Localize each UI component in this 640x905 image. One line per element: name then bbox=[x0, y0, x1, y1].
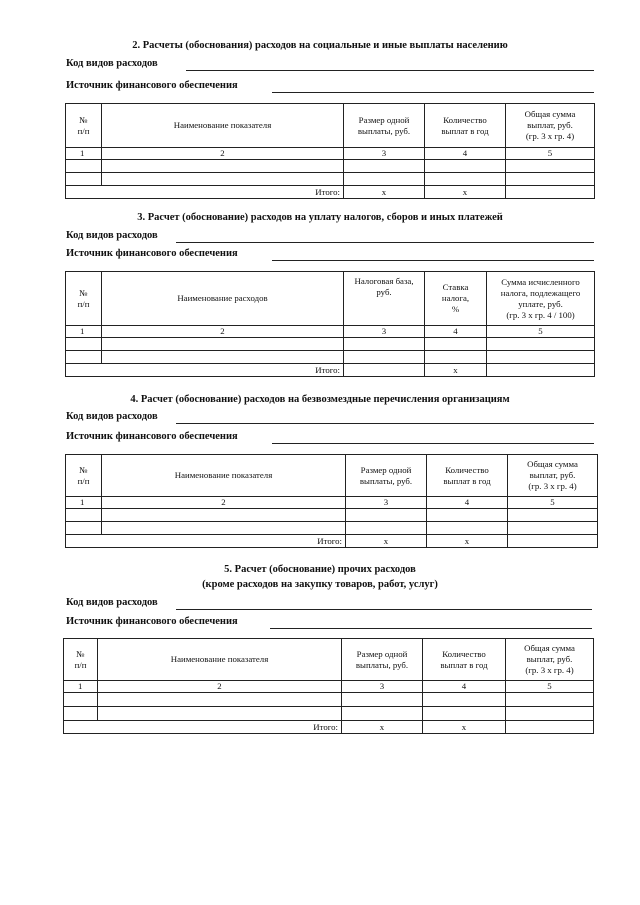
header-col5: Общая сумма выплат, руб. (гр. 3 х гр. 4) bbox=[506, 639, 594, 681]
colnum-2: 2 bbox=[102, 497, 346, 509]
kod-vidov-line[interactable] bbox=[176, 609, 592, 610]
header-name: Наименование расходов bbox=[102, 272, 344, 326]
colnum-1: 1 bbox=[66, 148, 102, 160]
colnum-3: 3 bbox=[344, 148, 425, 160]
colnum-3: 3 bbox=[346, 497, 427, 509]
kod-vidov-line[interactable] bbox=[176, 423, 594, 424]
colnum-2: 2 bbox=[98, 681, 342, 693]
istochnik-label: Источник финансового обеспечения bbox=[66, 431, 238, 442]
kod-vidov-label: Код видов расходов bbox=[66, 58, 158, 69]
colnum-2: 2 bbox=[102, 326, 344, 338]
colnum-5: 5 bbox=[506, 148, 595, 160]
total-col5[interactable] bbox=[508, 535, 598, 548]
header-col4: Количество выплат в год bbox=[423, 639, 506, 681]
section-5-table bbox=[63, 638, 594, 734]
section-3-title: 3. Расчет (обоснование) расходов на уплату налогов, сборов и иных платежей bbox=[137, 212, 503, 223]
istochnik-line[interactable] bbox=[270, 628, 592, 629]
header-col3: Размер одной выплаты, руб. bbox=[342, 639, 423, 681]
total-col4: х bbox=[425, 364, 487, 377]
total-col5[interactable] bbox=[506, 721, 594, 734]
colnum-2: 2 bbox=[102, 148, 344, 160]
header-col5: Общая сумма выплат, руб. (гр. 3 х гр. 4) bbox=[508, 455, 598, 497]
total-label: Итого: bbox=[102, 535, 346, 548]
istochnik-line[interactable] bbox=[272, 92, 594, 93]
header-name: Наименование показателя bbox=[102, 104, 344, 148]
header-name: Наименование показателя bbox=[98, 639, 342, 681]
table-row[interactable] bbox=[66, 160, 595, 173]
total-label: Итого: bbox=[102, 186, 344, 199]
total-col3: х bbox=[346, 535, 427, 548]
kod-vidov-line[interactable] bbox=[186, 70, 594, 71]
total-col4: х bbox=[423, 721, 506, 734]
total-label: Итого: bbox=[98, 721, 342, 734]
header-num: № п/п bbox=[64, 639, 98, 681]
section-4-table bbox=[65, 454, 598, 548]
header-col4: Количество выплат в год bbox=[425, 104, 506, 148]
header-col4: Количество выплат в год bbox=[427, 455, 508, 497]
total-col4: х bbox=[427, 535, 508, 548]
total-col3: х bbox=[342, 721, 423, 734]
header-col5: Общая сумма выплат, руб. (гр. 3 х гр. 4) bbox=[506, 104, 595, 148]
colnum-3: 3 bbox=[342, 681, 423, 693]
kod-vidov-line[interactable] bbox=[176, 242, 594, 243]
colnum-4: 4 bbox=[427, 497, 508, 509]
istochnik-line[interactable] bbox=[272, 260, 594, 261]
table-row[interactable] bbox=[66, 173, 595, 186]
header-col3: Размер одной выплаты, руб. bbox=[346, 455, 427, 497]
section-5-subtitle: (кроме расходов на закупку товаров, работ, услуг) bbox=[202, 579, 438, 590]
header-num: № п/п bbox=[66, 104, 102, 148]
table-row[interactable] bbox=[66, 338, 595, 351]
header-col5: Сумма исчисленного налога, подлежащего уплате, руб. (гр. 3 х гр. 4 / 100) bbox=[487, 272, 595, 326]
header-num: № п/п bbox=[66, 272, 102, 326]
colnum-4: 4 bbox=[425, 326, 487, 338]
colnum-4: 4 bbox=[425, 148, 506, 160]
total-col5[interactable] bbox=[487, 364, 595, 377]
section-4-title: 4. Расчет (обоснование) расходов на безвозмездные перечисления организациям bbox=[130, 394, 510, 405]
kod-vidov-label: Код видов расходов bbox=[66, 230, 158, 241]
colnum-1: 1 bbox=[66, 497, 102, 509]
section-3-table bbox=[65, 271, 595, 377]
total-label: Итого: bbox=[102, 364, 344, 377]
kod-vidov-label: Код видов расходов bbox=[66, 597, 158, 608]
section-2-table bbox=[65, 103, 595, 199]
total-col3[interactable] bbox=[344, 364, 425, 377]
total-col3: х bbox=[344, 186, 425, 199]
table-row[interactable] bbox=[66, 522, 598, 535]
colnum-5: 5 bbox=[487, 326, 595, 338]
table-row[interactable] bbox=[64, 707, 594, 721]
istochnik-label: Источник финансового обеспечения bbox=[66, 248, 238, 259]
colnum-5: 5 bbox=[506, 681, 594, 693]
colnum-1: 1 bbox=[64, 681, 98, 693]
istochnik-line[interactable] bbox=[272, 443, 594, 444]
total-col5[interactable] bbox=[506, 186, 595, 199]
table-row[interactable] bbox=[66, 509, 598, 522]
table-row[interactable] bbox=[66, 351, 595, 364]
header-name: Наименование показателя bbox=[102, 455, 346, 497]
table-row[interactable] bbox=[64, 693, 594, 707]
header-col3: Размер одной выплаты, руб. bbox=[344, 104, 425, 148]
istochnik-label: Источник финансового обеспечения bbox=[66, 80, 238, 91]
section-2-title: 2. Расчеты (обоснования) расходов на социальные и иные выплаты населению bbox=[132, 40, 508, 51]
header-col4: Ставка налога, % bbox=[425, 272, 487, 326]
colnum-3: 3 bbox=[344, 326, 425, 338]
header-col3: Налоговая база, руб. bbox=[344, 272, 425, 326]
istochnik-label: Источник финансового обеспечения bbox=[66, 616, 238, 627]
colnum-1: 1 bbox=[66, 326, 102, 338]
colnum-5: 5 bbox=[508, 497, 598, 509]
header-num: № п/п bbox=[66, 455, 102, 497]
total-col4: х bbox=[425, 186, 506, 199]
colnum-4: 4 bbox=[423, 681, 506, 693]
section-5-title: 5. Расчет (обоснование) прочих расходов bbox=[224, 564, 416, 575]
kod-vidov-label: Код видов расходов bbox=[66, 411, 158, 422]
